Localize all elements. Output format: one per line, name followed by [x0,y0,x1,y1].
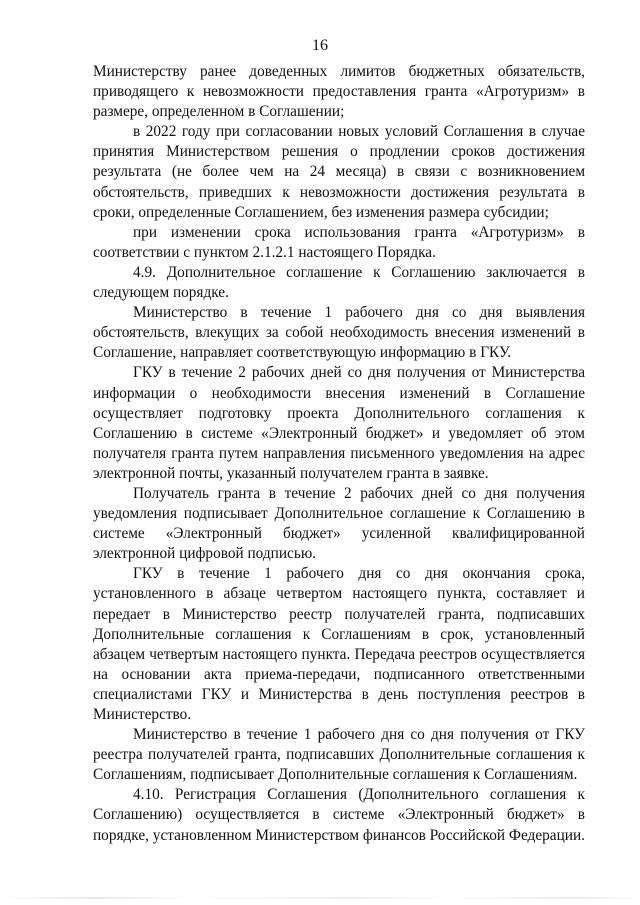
page-number: 16 [312,37,328,54]
paragraph-grant-term-change: при изменении срока использования гранта «Агротуризм» в соответствии с пунктом 2.1.2.1 настоящего Порядка. [93,223,585,261]
paragraph-4-9-heading: 4.9. Дополнительное соглашение к Соглашению заключается в следующем порядке. [93,263,585,302]
paragraph-ministry-notice: Министерство в течение 1 рабочего дня со дня выявления обстоятельств, влекущих за собой необходимость внесения изменений в Соглашение, направляет соответствующую информацию в ГКУ. [93,304,585,362]
document-body [93,62,585,846]
paragraph-4-10-registration: 4.10. Регистрация Соглашения (Дополнительного соглашения к Соглашению) осуществляется в системе «Электронный бюджет» в порядке, установленном Министерством финансов Российской Федерации. [93,786,585,844]
paragraph-ministry-signing: Министерство в течение 1 рабочего дня со дня получения от ГКУ реестра получателей гранта, подписавших Дополнительные соглашения к Соглашениям, подписывает Дополнительные соглашения к Соглашениям. [93,726,585,784]
paragraph-continuation: Министерству ранее доведенных лимитов бюджетных обязательств, приводящего к невозможности предоставления гранта «Агротуризм» в размере, определенном в Соглашении; [93,63,585,121]
paragraph-recipient-signing: Получатель гранта в течение 2 рабочих дней со дня получения уведомления подписывает Дополнительное соглашение к Соглашению в системе «Электронный бюджет» усиленной квалифицированной электронной цифровой подписью. [93,484,585,563]
paragraph-gku-registry: ГКУ в течение 1 рабочего дня со дня окончания срока, установленного в абзаце четвертом настоящего пункта, составляет и передает в Министерство реестр получателей гранта, подписавших Дополнительные соглашения к Соглашениям в срок, установленный абзацем четвертым настоящего пункта. Передача реестров осуществляется на основании акта приема-передачи, подписанного ответственными специалистами ГКУ и Министерства в день поступления реестров в Министерство. [93,565,585,723]
paragraph-2022-conditions: в 2022 году при согласовании новых условий Соглашения в случае принятия Министерством решения о продлении сроков достижения результата (не более чем на 24 месяца) в связи с возникновением обстоятельств, приведших к невозможности достижения результата в сроки, определенные Соглашением, без изменения размера субсидии; [93,123,585,221]
paragraph-gku-preparation: ГКУ в течение 2 рабочих дней со дня получения от Министерства информации о необходимости внесения изменений в Соглашение осуществляет подготовку проекта Дополнительного соглашения к Соглашению в системе «Электронный бюджет» и уведомляет об этом получателя гранта путем направления письменного уведомления на адрес электронной почты, указанный получателем гранта в заявке. [93,364,585,482]
scan-edge-line [0,897,640,899]
